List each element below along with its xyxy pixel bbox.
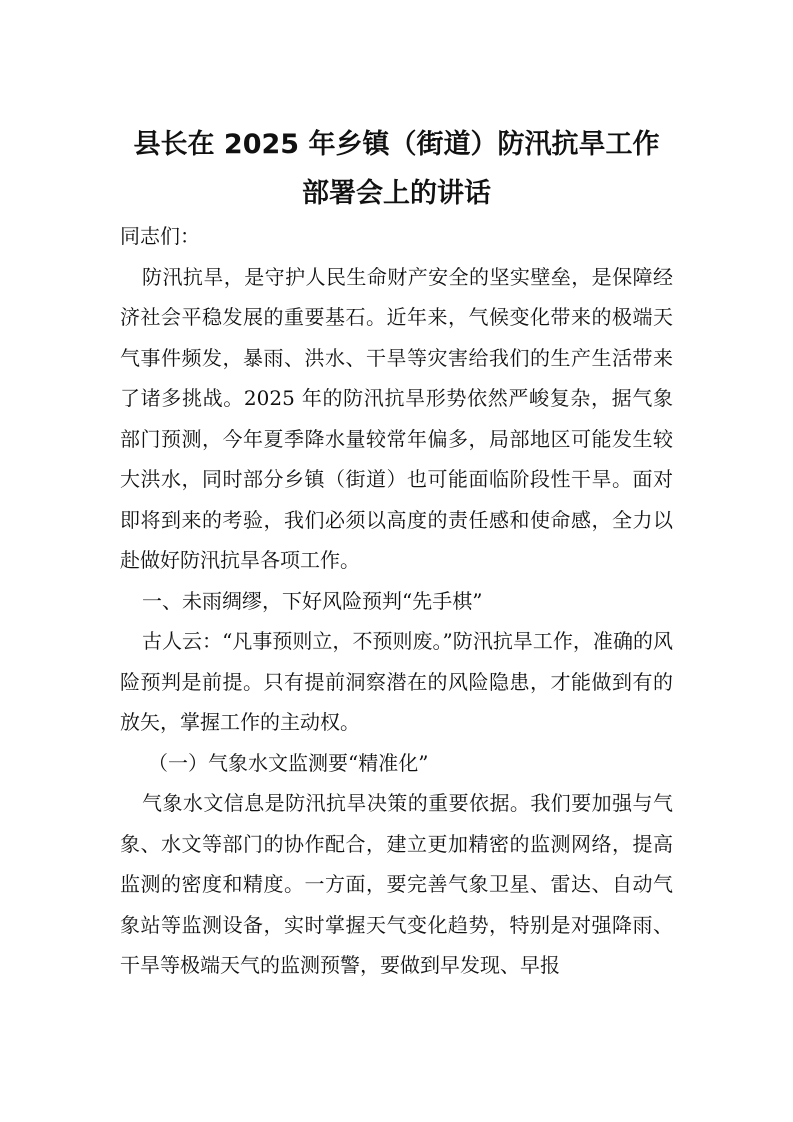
document-title-line-1: 县长在 2025 年乡镇（街道）防汛抗旱工作 <box>133 129 660 160</box>
salutation: 同志们： <box>120 224 200 248</box>
section-heading-1: 一、未雨绸缪，下好风险预判“先手棋” <box>142 588 483 613</box>
subsection-heading-1: （一）气象水文监测要“精准化” <box>148 750 429 775</box>
paragraph-intro: 防汛抗旱，是守护人民生命财产安全的坚实壁垒，是保障经济社会平稳发展的重要基石。近年来，气候变化带来的极端天气事件频发，暴雨、洪水、干旱等灾害给我们的生产生活带来了诸多挑战。2025 年的防汛抗旱形势依然严峻复杂，据气象部门预测，今年夏季降水量较常年偏多，局部地区可能发生较大洪水，同时部分乡镇（街道）也可能面临阶段性干旱。面对即将到来的考验，我们必须以高度的责任感和使命感，全力以赴做好防汛抗旱各项工作。 <box>120 264 673 572</box>
paragraph-section-1: 古人云：“凡事预则立，不预则废。”防汛抗旱工作，准确的风险预判是前提。只有提前洞察潜在的风险隐患，才能做到有的放矢，掌握工作的主动权。 <box>120 629 673 734</box>
paragraph-subsection-1: 气象水文信息是防汛抗旱决策的重要依据。我们要加强与气象、水文等部门的协作配合，建立更加精密的监测网络，提高监测的密度和精度。一方面，要完善气象卫星、雷达、自动气象站等监测设备，实时掌握天气变化趋势，特别是对强降雨、干旱等极端天气的监测预警，要做到早发现、早报 <box>120 791 673 977</box>
document-body <box>120 216 673 986</box>
document-title-line-2: 部署会上的讲话 <box>302 178 491 209</box>
